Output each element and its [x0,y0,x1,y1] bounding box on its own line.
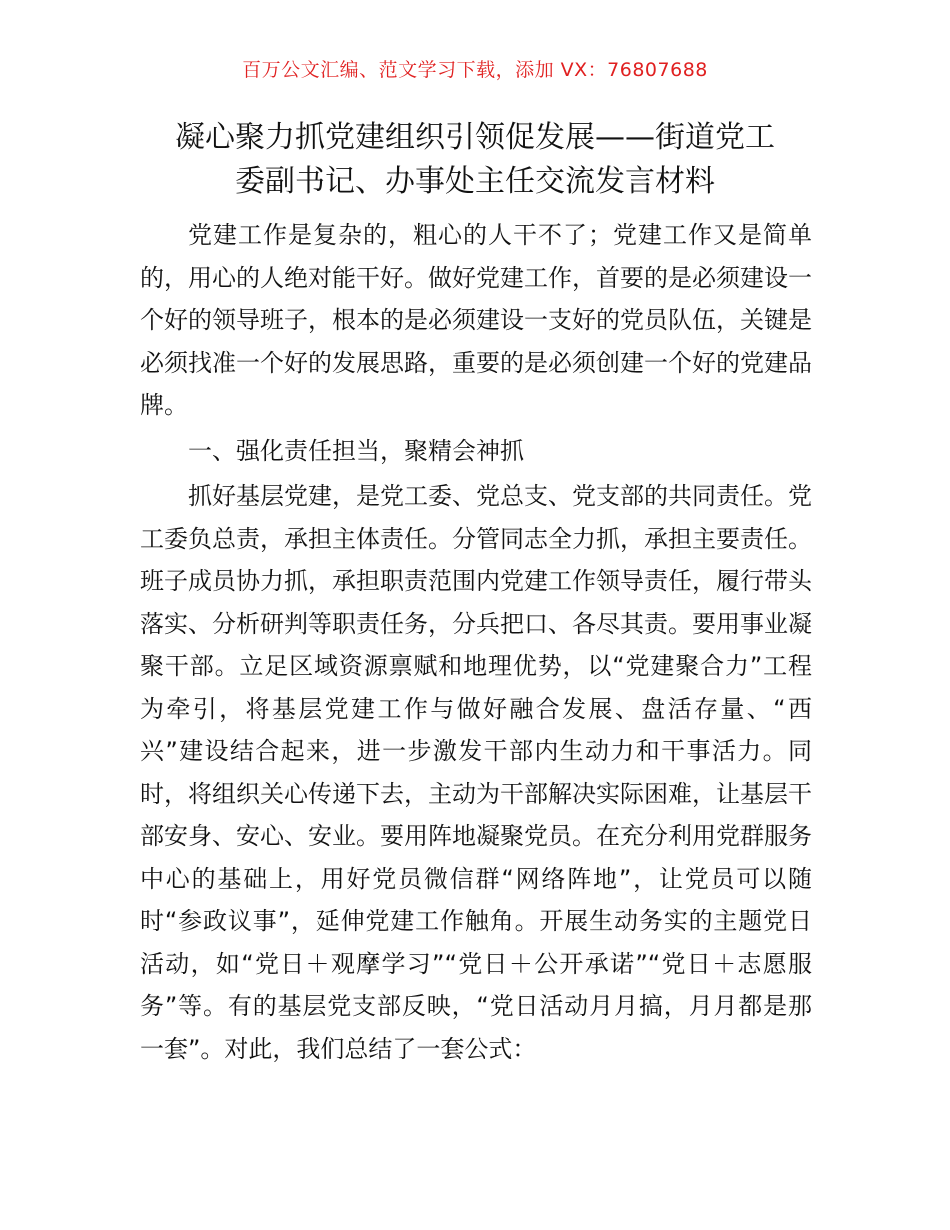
intro-paragraph: 党建工作是复杂的，粗心的人干不了；党建工作又是简单的，用心的人绝对能干好。做好党建工作，首要的是必须建设一个好的领导班子，根本的是必须建设一支好的党员队伍，关键是必须找准一个好的发展思路，重要的是必须创建一个好的党建品牌。 [140,221,812,419]
document-body [140,214,812,1070]
title-line-2: 委副书记、办事处主任交流发言材料 [235,164,715,199]
section-1-paragraph: 抓好基层党建，是党工委、党总支、党支部的共同责任。党工委负总责，承担主体责任。分管同志全力抓，承担主要责任。班子成员协力抓，承担职责范围内党建工作领导责任，履行带头落实、分析研判等职责任务，分兵把口、各尽其责。要用事业凝聚干部。立足区域资源禀赋和地理优势，以“党建聚合力”工程为牵引，将基层党建工作与做好融合发展、盘活存量、“西兴”建设结合起来，进一步激发干部内生动力和干事活力。同时，将组织关心传递下去，主动为干部解决实际困难，让基层干部安身、安心、安业。要用阵地凝聚党员。在充分利用党群服务中心的基础上，用好党员微信群“网络阵地”，让党员可以随时“参政议事”，延伸党建工作触角。开展生动务实的主题党日活动，如“党日＋观摩学习”“党日＋公开承诺”“党日＋志愿服务”等。有的基层党支部反映，“党日活动月月搞，月月都是那一套”。对此，我们总结了一套公式： [140,482,812,1063]
title-line-1: 凝心聚力抓党建组织引领促发展——街道党工 [175,120,775,155]
download-banner: 百万公文汇编、范文学习下载，添加 VX：76807688 [242,59,708,81]
document-title [110,116,840,204]
section-heading-1: 一、强化责任担当，聚精会神抓 [188,436,524,465]
